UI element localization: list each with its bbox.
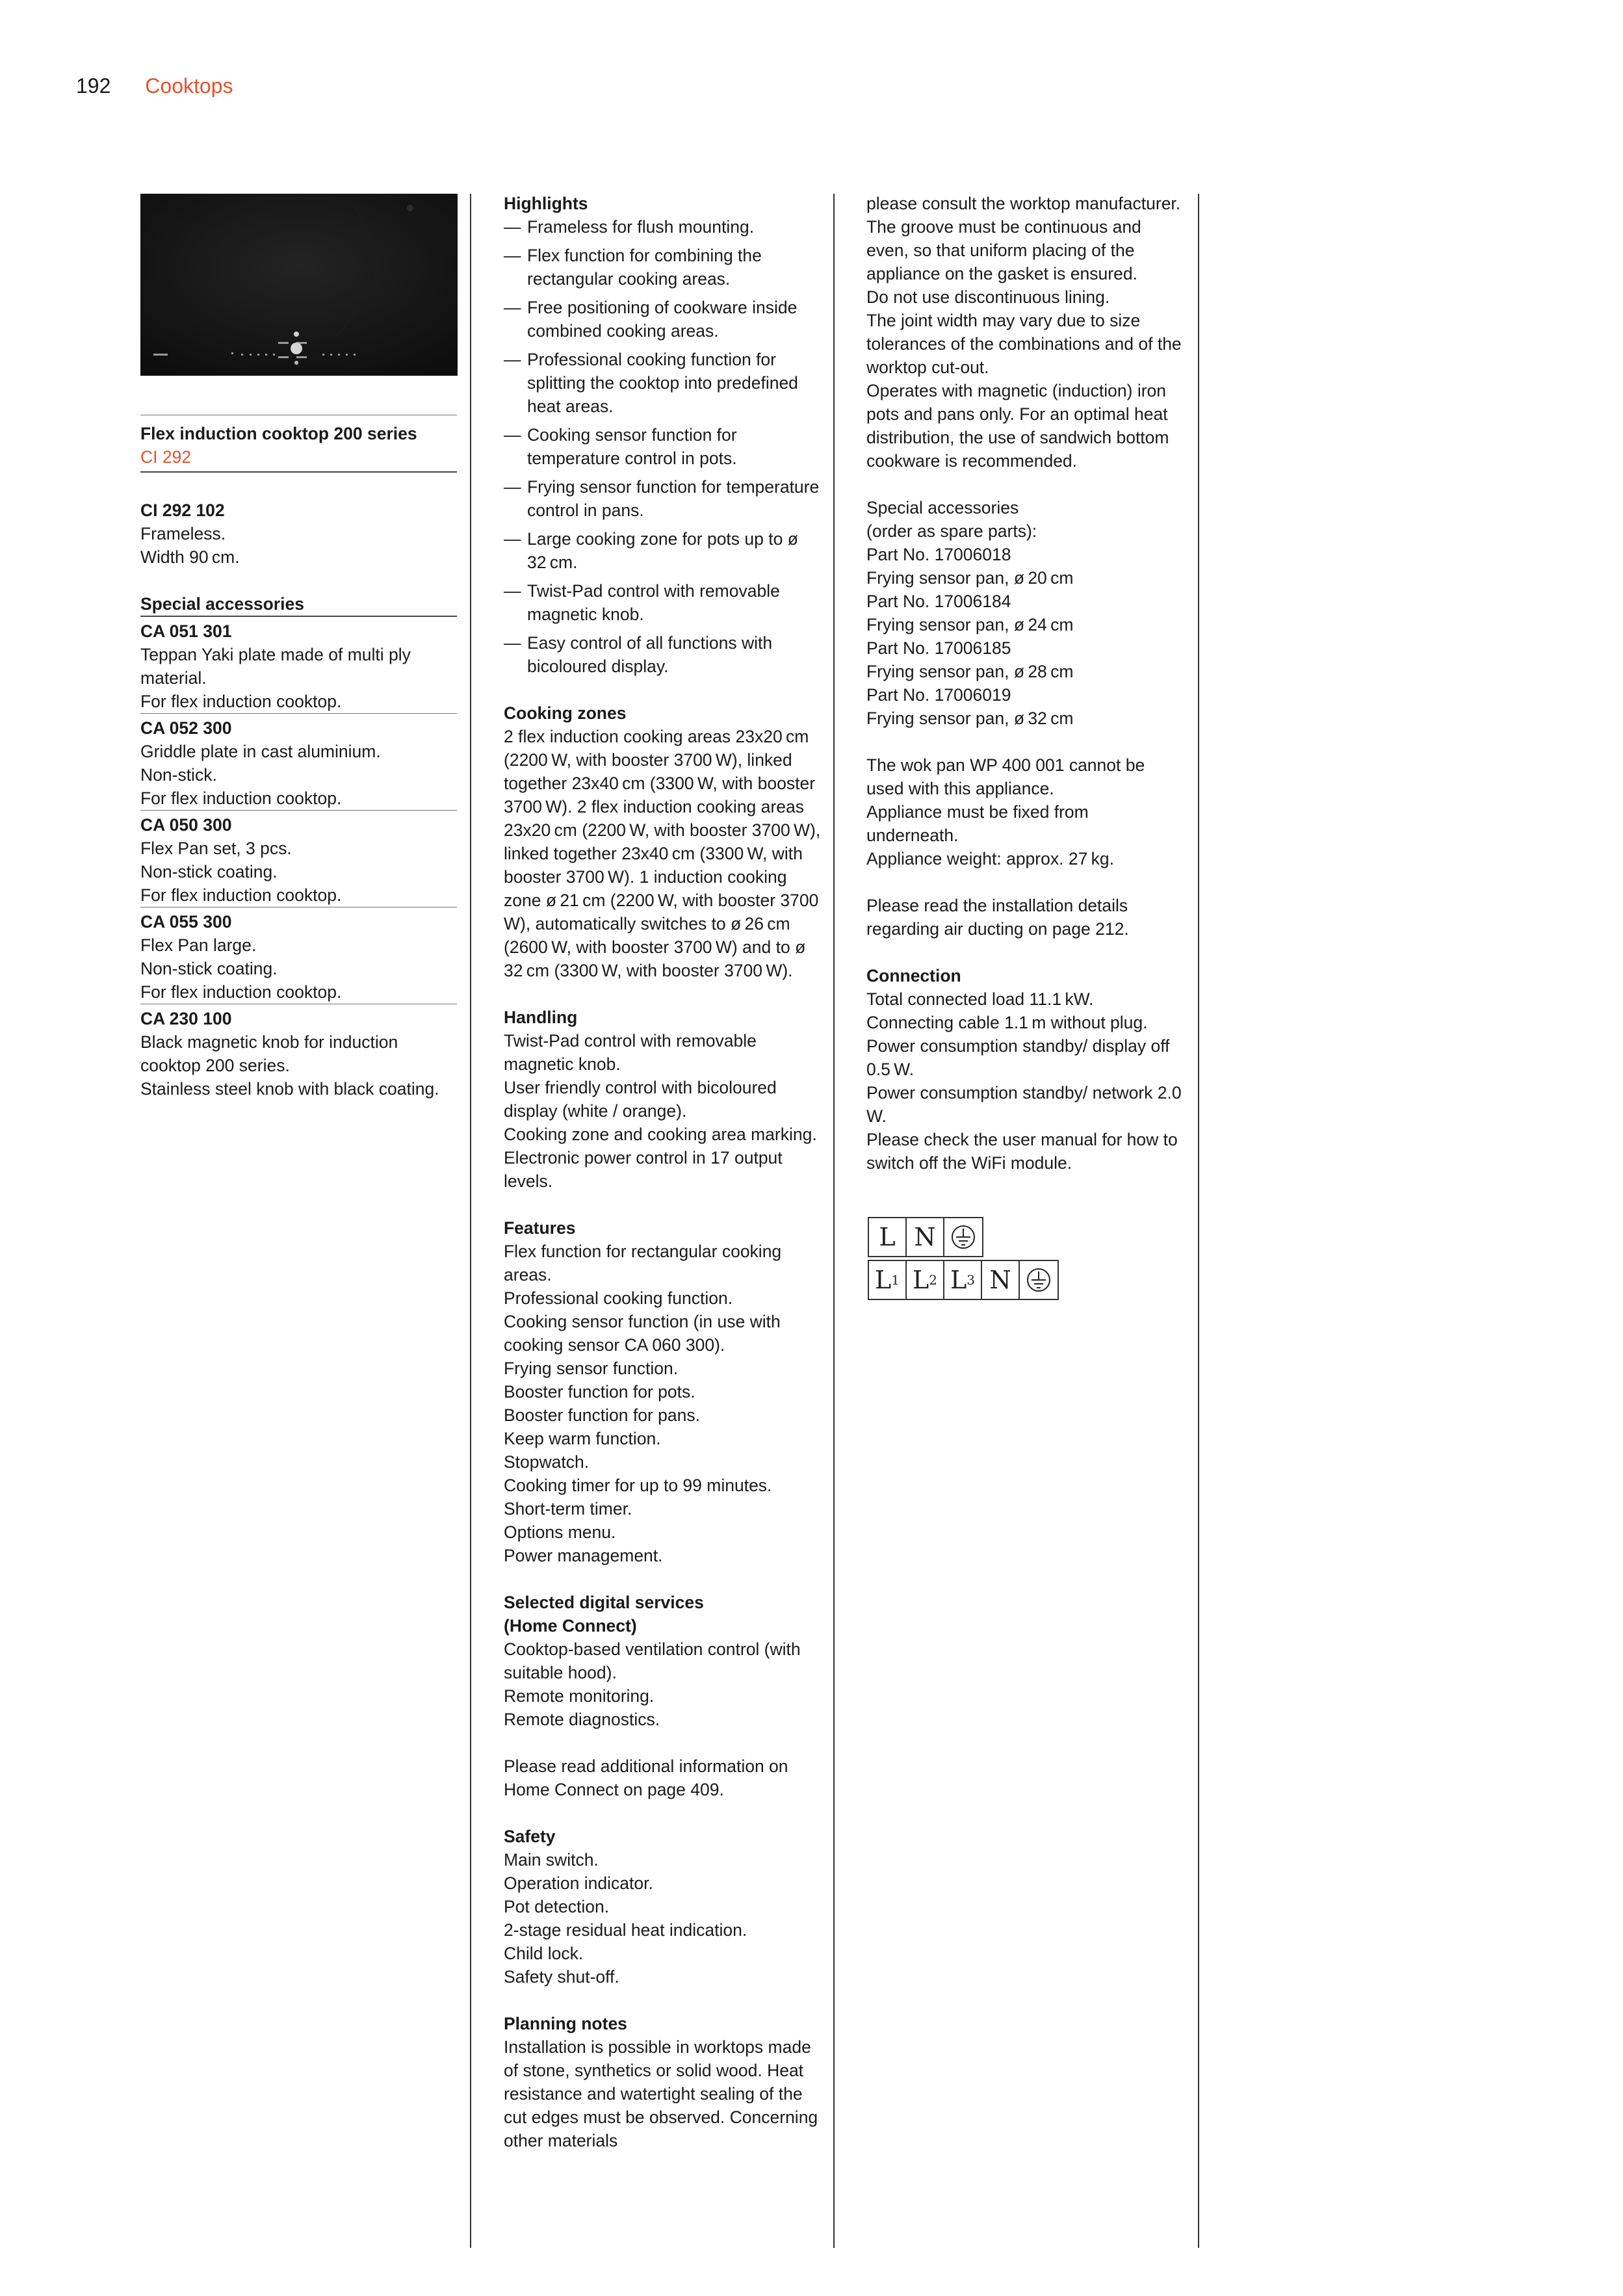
accessory-code: CA 230 100	[140, 1009, 232, 1028]
highlight-item: — Professional cooking function for splitting the cooktop into predefined heat areas.	[504, 350, 798, 416]
feature-line: Keep warm function.	[504, 1429, 661, 1448]
digital-subtitle: (Home Connect)	[504, 1616, 637, 1636]
highlight-item: — Frameless for flush mounting.	[504, 217, 755, 237]
planning-cont-line: please consult the worktop manufacturer.	[866, 194, 1181, 213]
digital-note: Please read additional information on Home Connect on page 409.	[504, 1756, 788, 1799]
connection-line: Please check the user manual for how to switch off the WiFi module.	[866, 1130, 1178, 1173]
spare-line: Frying sensor pan, ø 28 cm	[866, 662, 1074, 681]
features-title: Features	[504, 1218, 576, 1238]
product-column	[140, 415, 457, 1101]
cooktop-photo	[140, 194, 458, 376]
digital-line: Remote monitoring.	[504, 1686, 655, 1706]
highlight-item: — Easy control of all functions with bicoloured display.	[504, 633, 773, 676]
accessory-line: Non-stick coating.	[140, 862, 278, 881]
planning-text: Installation is possible in worktops made of stone, synthetics or solid wood. Heat resistance and watertight sealing of the cut edges must be observed. Concerning other materials	[504, 2037, 818, 2150]
variant-line: Frameless.	[140, 524, 226, 543]
spare-line: Frying sensor pan, ø 32 cm	[866, 709, 1074, 728]
terminal-cell: L	[869, 1218, 907, 1256]
accessory-line: For flex induction cooktop.	[140, 885, 342, 905]
feature-line: Cooking timer for up to 99 minutes.	[504, 1476, 772, 1495]
accessory-line: Flex Pan set, 3 pcs.	[140, 839, 292, 858]
planning-cont-line: Do not use discontinuous lining.	[866, 287, 1110, 307]
spare-line: Special accessories	[866, 498, 1019, 517]
feature-line: Frying sensor function.	[504, 1359, 679, 1378]
accessory-line: Flex Pan large.	[140, 935, 257, 955]
accessory-line: For flex induction cooktop.	[140, 692, 342, 711]
spare-line: (order as spare parts):	[866, 521, 1037, 541]
accessory-line: Non-stick coating.	[140, 959, 278, 978]
highlight-item: — Frying sensor function for temperature control in pans.	[504, 477, 820, 520]
notes-column	[866, 192, 1185, 1175]
accessory-line: Stainless steel knob with black coating.	[140, 1079, 439, 1099]
highlight-item: — Free positioning of cookware inside combined cooking areas.	[504, 298, 798, 341]
accessory-code: CA 052 300	[140, 718, 232, 738]
column-divider	[1198, 194, 1199, 2248]
safety-line: Pot detection.	[504, 1897, 610, 1916]
terminal-cell-l2: L 2	[907, 1261, 944, 1299]
accessory-line: Griddle plate in cast aluminium.	[140, 742, 381, 761]
column-divider	[470, 194, 471, 2248]
spare-line: Part No. 17006185	[866, 638, 1011, 658]
page-number: 192	[76, 74, 111, 98]
feature-line: Flex function for rectangular cooking areas.	[504, 1242, 782, 1285]
feature-line: Options menu.	[504, 1522, 616, 1542]
single-phase-terminal	[868, 1217, 983, 1257]
connection-line: Connecting cable 1.1 m without plug.	[866, 1013, 1148, 1032]
accessory-code: CA 051 301	[140, 621, 232, 641]
safety-line: Child lock.	[504, 1944, 584, 1963]
accessory-code: CA 050 300	[140, 815, 232, 835]
section-title: Cooktops	[145, 74, 233, 98]
spare-line: Part No. 17006184	[866, 592, 1011, 611]
handling-line: Twist-Pad control with removable magnetic knob.	[504, 1031, 757, 1074]
wok-line: Appliance weight: approx. 27 kg.	[866, 849, 1114, 868]
terminal-cell: N	[907, 1218, 944, 1256]
digital-line: Cooktop-based ventilation control (with suitable hood).	[504, 1639, 801, 1682]
specs-column	[504, 192, 822, 2152]
safety-line: Operation indicator.	[504, 1873, 653, 1893]
handling-line: Cooking zone and cooking area marking.	[504, 1125, 817, 1144]
handling-line: User friendly control with bicoloured display (white / orange).	[504, 1078, 777, 1121]
terminal-cell-n: N	[982, 1261, 1020, 1299]
highlight-item: — Flex function for combining the rectangular cooking areas.	[504, 246, 762, 289]
accessory-line: For flex induction cooktop.	[140, 789, 342, 808]
safety-line: 2-stage residual heat indication.	[504, 1920, 747, 1940]
wok-line: The wok pan WP 400 001 cannot be used with this appliance.	[866, 755, 1145, 798]
page-header	[76, 73, 233, 99]
terminal-cell-l1: L 1	[869, 1261, 907, 1299]
digital-line: Remote diagnostics.	[504, 1710, 660, 1729]
connection-line: Total connected load 11.1 kW.	[866, 989, 1094, 1009]
handling-title: Handling	[504, 1008, 578, 1027]
feature-line: Short-term timer.	[504, 1499, 632, 1519]
safety-line: Safety shut-off.	[504, 1967, 619, 1987]
accessories-title: Special accessories	[140, 594, 304, 614]
accessory-line: Black magnetic knob for induction cooktop 200 series.	[140, 1032, 398, 1075]
connection-line: Power consumption standby/ display off 0.5 W.	[866, 1036, 1170, 1079]
install-note: Please read the installation details regarding air ducting on page 212.	[866, 896, 1129, 939]
spare-line: Frying sensor pan, ø 24 cm	[866, 615, 1074, 634]
safety-title: Safety	[504, 1827, 556, 1846]
cooktop-illustration	[140, 194, 458, 376]
product-code: CI 292	[140, 447, 192, 467]
planning-cont-line: The joint width may vary due to size tolerances of the combinations and of the worktop cut-out.	[866, 311, 1182, 377]
highlight-item: — Twist-Pad control with removable magnetic knob.	[504, 581, 780, 624]
variant-code: CI 292 102	[140, 501, 225, 520]
feature-line: Professional cooking function.	[504, 1288, 733, 1308]
accessory-code: CA 055 300	[140, 912, 232, 932]
ground-icon	[1020, 1261, 1058, 1299]
planning-cont-line: The groove must be continuous and even, so that uniform placing of the appliance on the gasket is ensured.	[866, 217, 1141, 283]
wok-line: Appliance must be fixed from underneath.	[866, 802, 1089, 845]
three-phase-terminal	[868, 1260, 1059, 1300]
feature-line: Stopwatch.	[504, 1452, 590, 1472]
terminal-cell-l3: L 3	[944, 1261, 982, 1299]
ground-icon	[944, 1218, 982, 1256]
handling-line: Electronic power control in 17 output levels.	[504, 1148, 783, 1191]
spare-line: Part No. 17006018	[866, 545, 1011, 564]
safety-line: Main switch.	[504, 1850, 599, 1870]
cooking-zones-title: Cooking zones	[504, 703, 627, 723]
feature-line: Power management.	[504, 1546, 663, 1565]
accessory-line: Non-stick.	[140, 765, 217, 785]
spare-line: Part No. 17006019	[866, 685, 1011, 705]
column-divider	[833, 194, 835, 2248]
feature-line: Cooking sensor function (in use with cooking sensor CA 060 300).	[504, 1312, 781, 1355]
planning-title: Planning notes	[504, 2014, 627, 2033]
digital-title: Selected digital services	[504, 1593, 704, 1612]
highlight-item: — Large cooking zone for pots up to ø 32 cm.	[504, 529, 802, 572]
highlight-item: — Cooking sensor function for temperature control in pots.	[504, 425, 737, 468]
feature-line: Booster function for pans.	[504, 1405, 700, 1425]
connection-title: Connection	[866, 966, 961, 985]
accessory-line: Teppan Yaki plate made of multi ply material.	[140, 645, 411, 688]
spare-line: Frying sensor pan, ø 20 cm	[866, 568, 1074, 588]
product-series: Flex induction cooktop 200 series	[140, 424, 417, 443]
connection-line: Power consumption standby/ network 2.0 W.	[866, 1083, 1185, 1126]
accessory-line: For flex induction cooktop.	[140, 982, 342, 1002]
highlights-title: Highlights	[504, 194, 588, 213]
cooking-zones-text: 2 flex induction cooking areas 23x20 cm (2200 W, with booster 3700 W), linked together 23x40 cm (3300 W, with booster 3700 W). 2 flex induction cooking areas 23x20 cm (2200 W, with booster 3700 W), linked together 23x40 cm (3300 W, with booster 3700 W). 1 induction cooking zone ø 21 cm (2200 W, with booster 3700 W), automatically switches to ø 26 cm (2600 W, with booster 3700 W) and to ø 32 cm (3300 W, with booster 3700 W).	[504, 727, 822, 980]
planning-cont-line: Operates with magnetic (induction) iron pots and pans only. For an optimal heat distribution, the use of sandwich bottom cookware is recommended.	[866, 381, 1169, 471]
variant-line: Width 90 cm.	[140, 547, 240, 567]
feature-line: Booster function for pots.	[504, 1382, 695, 1402]
